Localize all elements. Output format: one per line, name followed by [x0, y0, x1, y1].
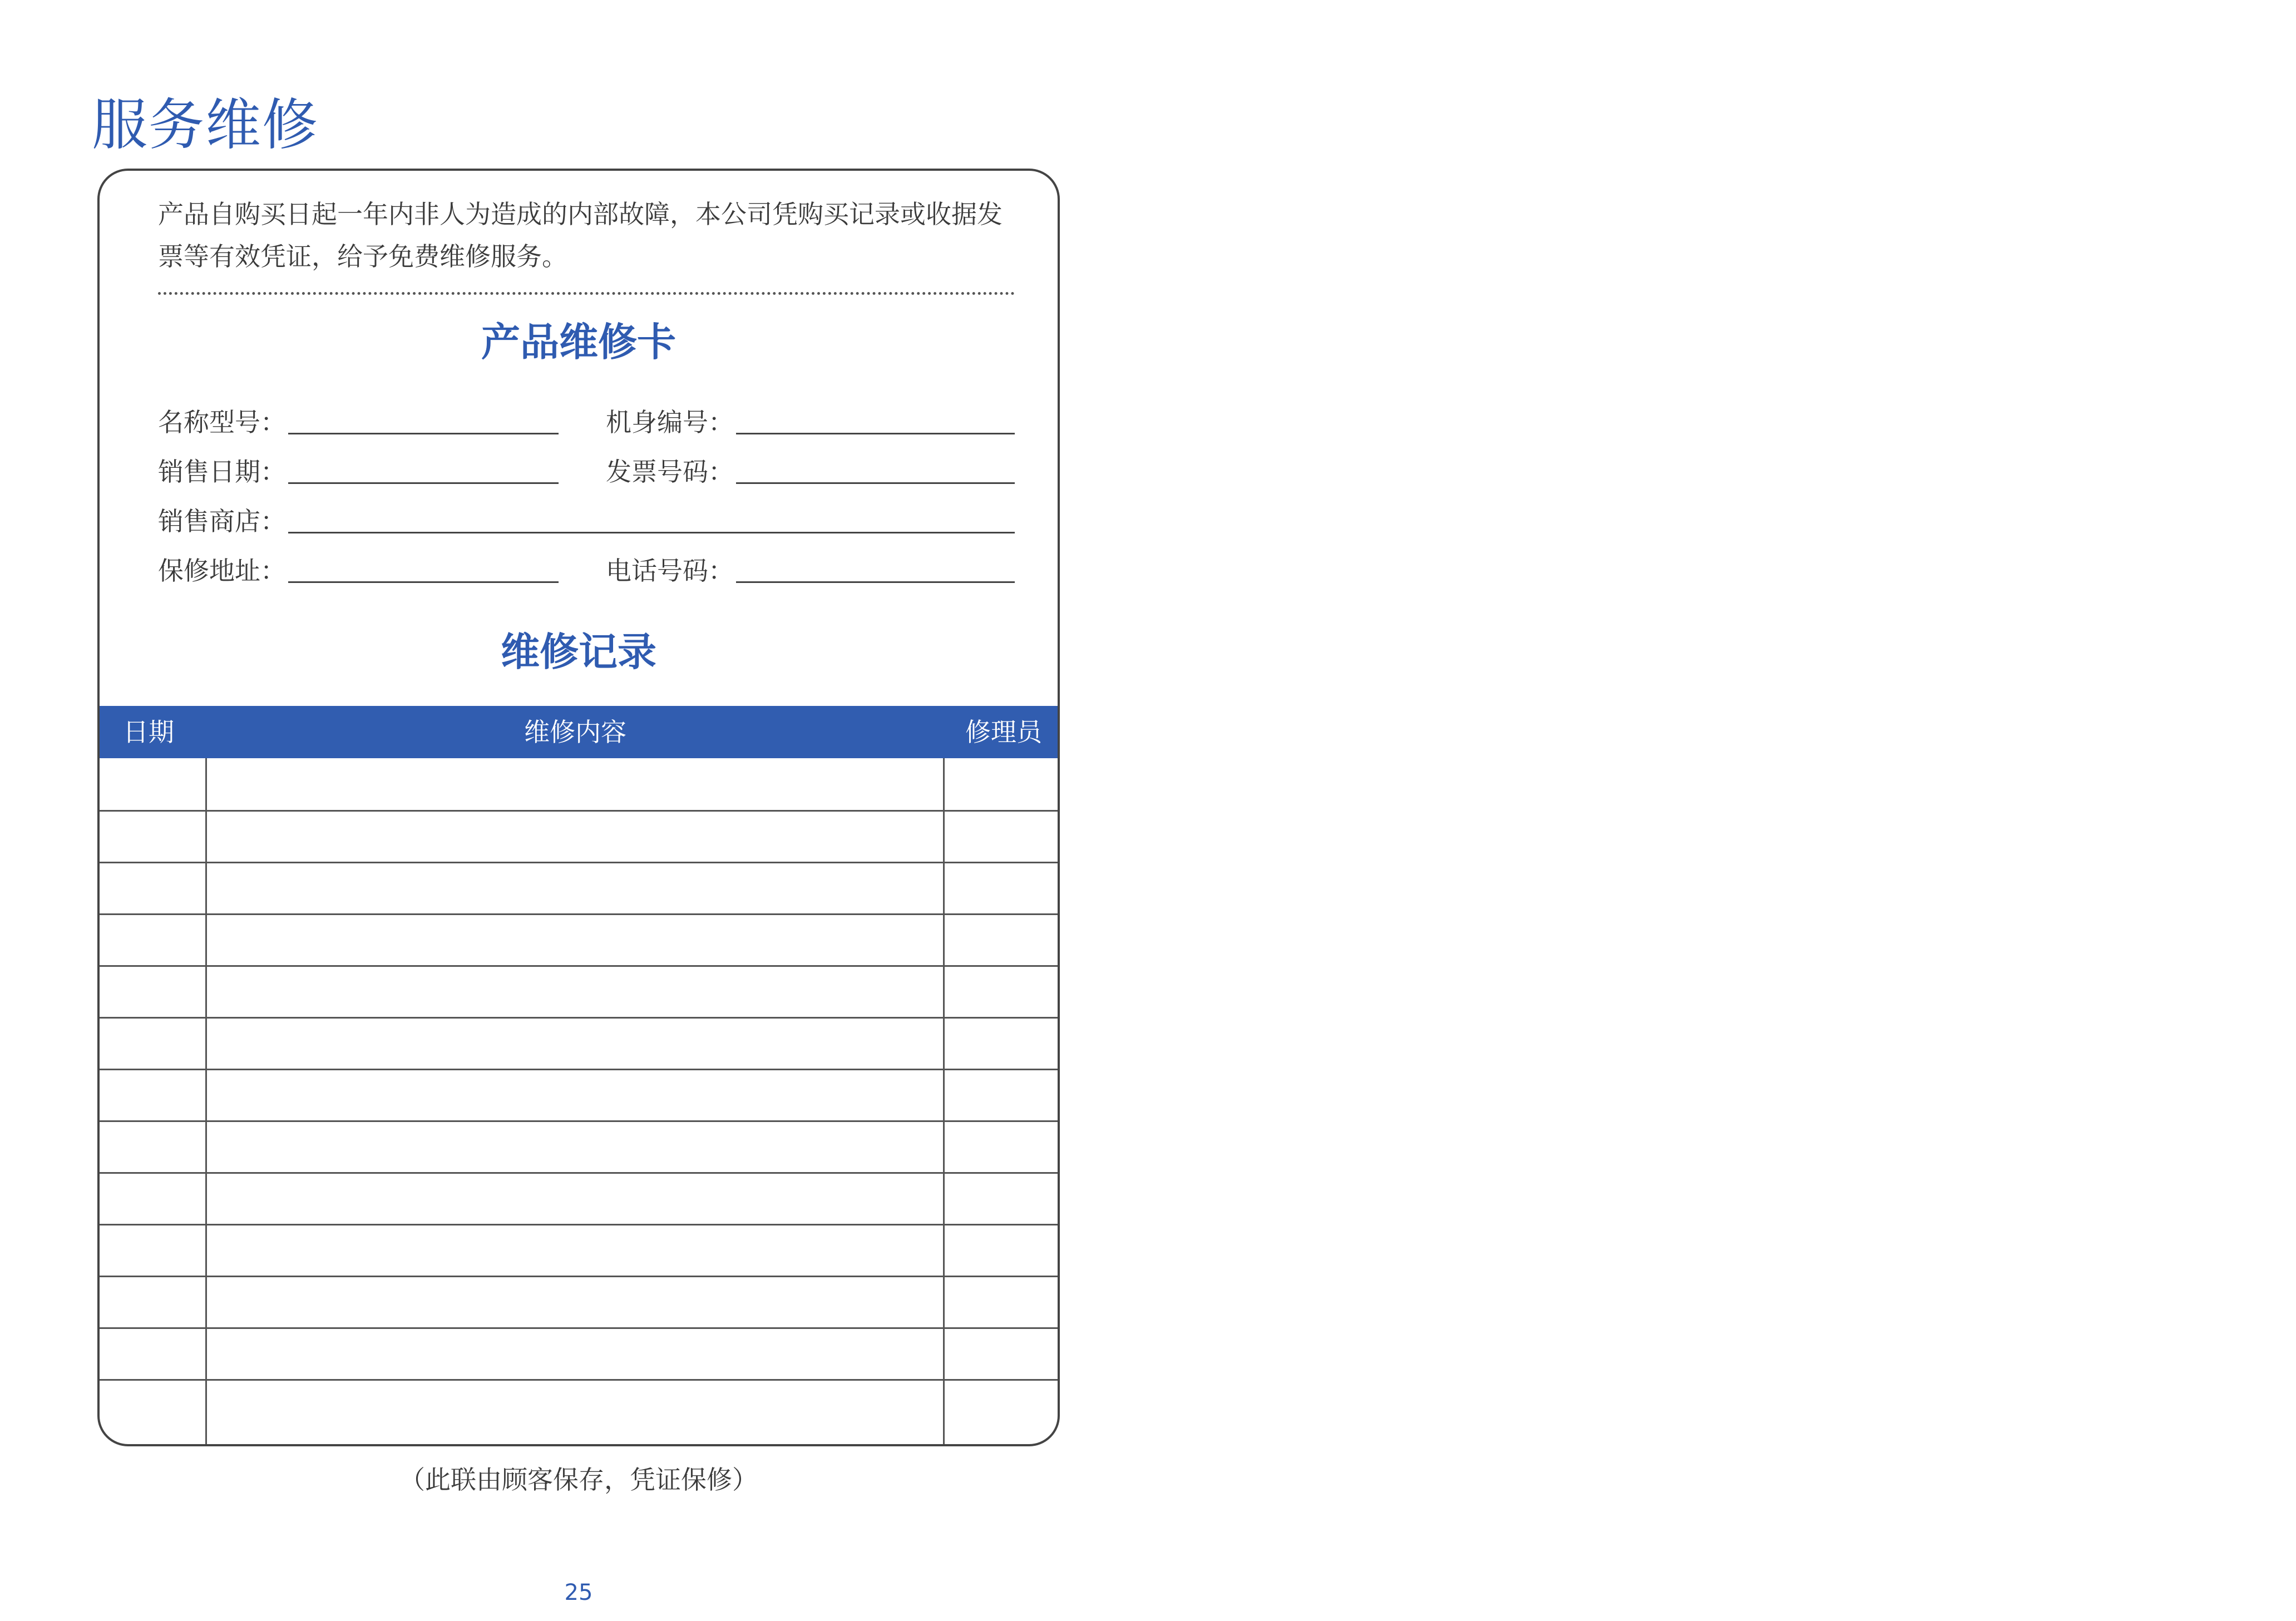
table-row[interactable] [100, 810, 1058, 862]
table-row[interactable] [100, 1276, 1058, 1327]
model-field[interactable] [158, 404, 559, 438]
footnote: （此联由顾客保存，凭证保修） [399, 1465, 758, 1495]
warranty-card [97, 169, 1060, 1446]
address-input-line[interactable] [288, 581, 559, 583]
store-label: 销售商店： [158, 506, 286, 536]
table-row[interactable] [100, 1017, 1058, 1069]
header-content: 维修内容 [524, 717, 626, 747]
store-field[interactable] [158, 503, 1015, 537]
table-row[interactable] [100, 1172, 1058, 1224]
serial-field[interactable] [606, 404, 1015, 438]
table-row[interactable] [100, 1379, 1058, 1446]
header-date: 日期 [123, 717, 174, 747]
invoice-input-line[interactable] [736, 482, 1015, 484]
table-row[interactable] [100, 1224, 1058, 1276]
table-row[interactable] [100, 965, 1058, 1017]
record-table-body [100, 758, 1058, 1446]
card-title: 产品维修卡 [481, 319, 676, 365]
address-label: 保修地址： [158, 556, 286, 586]
table-row[interactable] [100, 862, 1058, 913]
record-title: 维修记录 [501, 629, 656, 675]
invoice-label: 发票号码： [606, 457, 734, 487]
intro-text: 产品自购买日起一年内非人为造成的内部故障，本公司凭购买记录或收据发票等有效凭证，给予免费维修服务。 [158, 199, 1003, 271]
sale-date-field[interactable] [158, 454, 559, 487]
sale-date-input-line[interactable] [288, 482, 559, 484]
page-number: 25 [564, 1580, 593, 1605]
header-repairer: 修理员 [965, 717, 1042, 747]
table-row[interactable] [100, 913, 1058, 965]
table-row[interactable] [100, 1327, 1058, 1379]
page-title: 服务维修 [92, 92, 319, 157]
sale-date-label: 销售日期： [158, 457, 286, 487]
table-row[interactable] [100, 758, 1058, 810]
store-input-line[interactable] [288, 531, 1015, 533]
phone-input-line[interactable] [736, 581, 1015, 583]
invoice-field[interactable] [606, 454, 1015, 487]
table-row[interactable] [100, 1069, 1058, 1120]
phone-field[interactable] [606, 553, 1015, 586]
phone-label: 电话号码： [606, 556, 734, 586]
dotted-divider [158, 292, 1015, 295]
table-row[interactable] [100, 1120, 1058, 1172]
record-table-header [100, 706, 1058, 758]
model-input-line[interactable] [288, 432, 559, 434]
serial-label: 机身编号： [606, 407, 734, 437]
serial-input-line[interactable] [736, 432, 1015, 434]
column-divider [943, 758, 945, 1446]
column-divider [205, 758, 207, 1446]
model-label: 名称型号： [158, 407, 286, 437]
address-field[interactable] [158, 553, 559, 586]
